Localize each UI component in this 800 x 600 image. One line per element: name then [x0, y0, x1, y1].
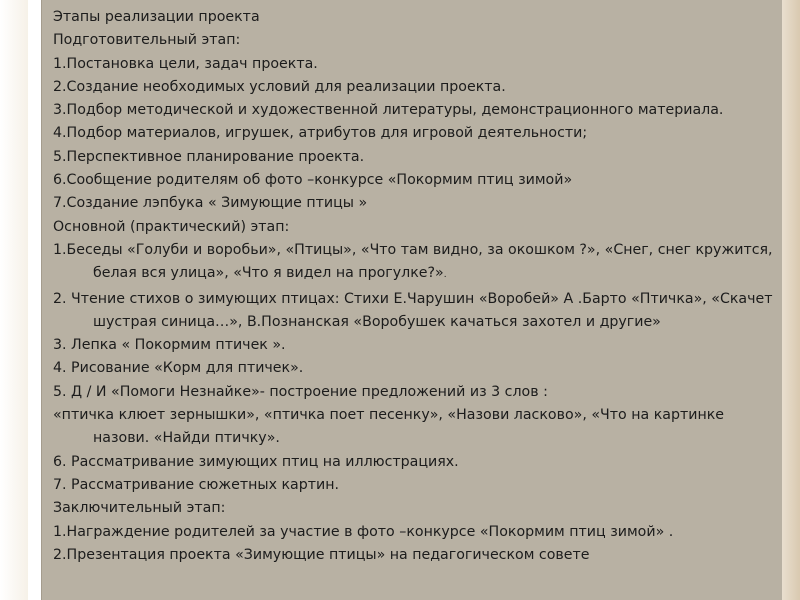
main-item-5-examples: «птичка клюет зернышки», «птичка поет песенку», «Назови ласково», «Что на картинке назови. «Найди птичку».	[53, 407, 725, 447]
prep-item-1: 1.Постановка цели, задач проекта.	[53, 55, 318, 72]
main-item-1	[42, 239, 782, 288]
prep-item-6: 6.Сообщение родителям об фото –конкурсе «Покормим птиц зимой»	[53, 172, 573, 189]
heading-preparatory-stage: Подготовительный этап:	[53, 32, 241, 49]
prep-item-3: 3.Подбор методической и художественной литературы, демонстрационного материала.	[53, 102, 724, 119]
final-item-2	[42, 544, 782, 554]
heading-final-stage: Заключительный этап:	[53, 500, 226, 517]
heading-main-stage: Основной (практический) этап:	[53, 218, 290, 235]
prep-item-4: 4.Подбор материалов, игрушек, атрибутов для игровой деятельности;	[53, 125, 588, 142]
main-item-3: 3. Лепка « Покормим птичек ».	[53, 337, 286, 354]
main-item-2: 2. Чтение стихов о зимующих птицах: Стихи Е.Чарушин «Воробей» А .Барто «Птичка», «Скачет шустрая синица…», В.Познанская «Воробушек качаться захотел и другие»	[53, 290, 773, 330]
heading-stages: Этапы реализации проекта	[53, 9, 260, 25]
right-margin-band	[782, 0, 800, 600]
main-item-7: 7. Рассматривание сюжетных картин.	[53, 476, 340, 493]
main-item-4: 4. Рисование «Корм для птичек».	[53, 360, 304, 377]
main-item-1-text: 1.Беседы «Голуби и воробьи», «Птицы», «Что там видно, за окошком ?», «Снег, снег кружится, белая вся улица», «Что я видел на прогулке?»	[53, 241, 773, 282]
main-item-1-tail: .	[443, 270, 447, 281]
slide-content	[42, 6, 782, 554]
prep-item-2: 2.Создание необходимых условий для реализации проекта.	[53, 78, 506, 95]
final-item-1: 1.Награждение родителей за участие в фото –конкурсе «Покормим птиц зимой» .	[53, 523, 674, 540]
main-item-5: 5. Д / И «Помоги Незнайке»- построение предложений из 3 слов :	[53, 383, 548, 400]
prep-item-7: 7.Создание лэпбука « Зимующие птицы »	[53, 195, 368, 212]
left-margin-band	[0, 0, 28, 600]
main-item-6: 6. Рассматривание зимующих птиц на иллюстрациях.	[53, 453, 459, 470]
prep-item-5: 5.Перспективное планирование проекта.	[53, 148, 365, 165]
